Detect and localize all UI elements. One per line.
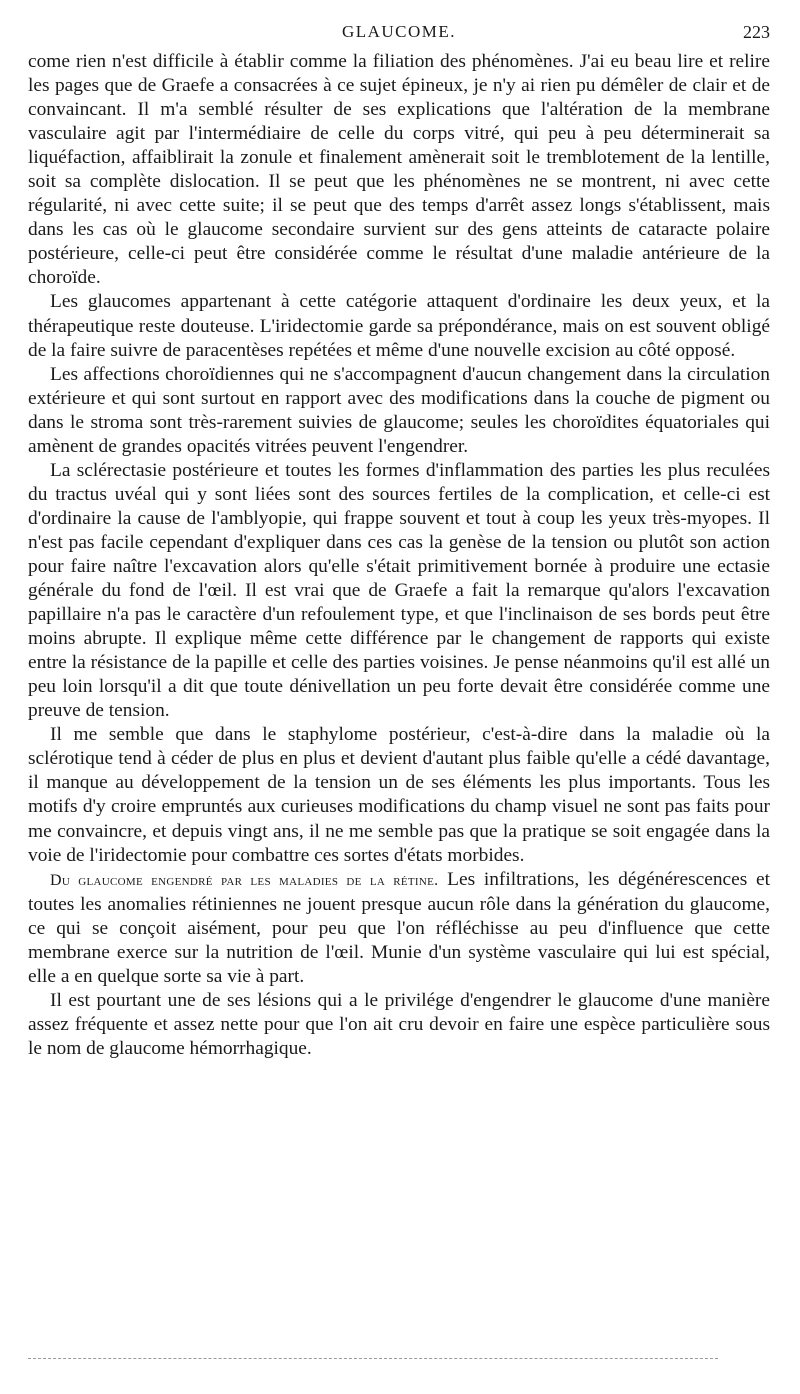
book-page bbox=[28, 22, 770, 1061]
paragraph: Les affections choroïdiennes qui ne s'accompagnent d'aucun changement dans la circulation extérieure et qui sont surtout en rapport avec des modifications dans la couche de pigment ou dans le stroma sont très-rarement suivies de glaucome; seules les choroïdites équatoriales qui amènent de grandes opacités vitrées peuvent l'engendrer. bbox=[28, 363, 770, 457]
running-title: GLAUCOME. bbox=[341, 22, 457, 41]
running-head bbox=[28, 22, 770, 50]
paragraph: Il est pourtant une de ses lésions qui a le privilége d'engendrer le glaucome d'une manière assez fréquente et assez nette pour que l'on ait cru devoir en faire une espèce particulière sous le nom de glaucome hémorrhagique. bbox=[28, 989, 770, 1059]
section-heading: Du glaucome engendré par les maladies de la rétine. bbox=[50, 871, 439, 889]
paragraph-continued: come rien n'est difficile à établir comme la filiation des phénomènes. J'ai eu beau lire et relire les pages que de Graefe a consacrées à ce sujet épineux, je n'y ai rien pu démêler de clair et de convaincant. Il m'a semblé résulter de ses explications que l'altération de la membrane vasculaire agit par l'intermédiaire de celle du corps vitré, qui peu à peu déterminerait sa liquéfaction, affaiblirait la zonule et finalement amènerait soit le tremblotement de la lentille, soit sa complète dislocation. Il se peut que les phénomènes ne se montrent, ni avec cette régularité, ni avec cette suite; il se peut que des temps d'arrêt assez longs s'établissent, mais dans les cas où le glaucome secondaire survient sur des gens atteints de cataracte polaire postérieure, celle-ci peut être considérée comme le résultat d'une maladie antérieure de la choroïde. bbox=[28, 51, 770, 289]
page-number: 223 bbox=[743, 22, 770, 42]
body-text bbox=[28, 50, 770, 1061]
footer-rule bbox=[28, 1358, 718, 1359]
paragraph: La sclérectasie postérieure et toutes les formes d'inflammation des parties les plus reculées du tractus uvéal qui y sont liées sont des sources fertiles de la complication, et celle-ci est d'ordinaire la cause de l'amblyopie, qui frappe souvent et tout à coup les yeux très-myopes. Il n'est pas facile cependant d'expliquer dans ces cas la genèse de la tension ou plutôt son action pour faire naître l'excavation alors qu'elle s'était primitivement bornée à produire une ectasie générale du fond de l'œil. Il est vrai que de Graefe a fait la remarque qu'alors l'excavation papillaire n'a pas le caractère d'un refoulement type, et que l'inclinaison de ses bords peut être moins abrupte. Il explique même cette différence par le changement de rapports qui existe entre la résistance de la papille et celle des parties voisines. Je pense néanmoins qu'il est allé un peu loin lorsqu'il a dit que toute dénivellation un peu forte devait être considérée comme une preuve de tension. bbox=[28, 459, 770, 722]
paragraph: Il me semble que dans le staphylome postérieur, c'est-à-dire dans la maladie où la sclérotique tend à céder de plus en plus et devient d'autant plus faible qu'elle a cédé davantage, il manque au développement de la tension un de ses éléments les plus importants. Tous les motifs d'y croire empruntés aux curieuses modifications du champ visuel ne sont pas faits pour me convaincre, et depuis vingt ans, il ne me semble pas que la pratique se soit engagée dans la voie de l'iridectomie pour combattre ces sortes d'états morbides. bbox=[28, 724, 770, 866]
paragraph-with-section-heading bbox=[28, 868, 770, 989]
paragraph-text: Les infiltrations, les dégénérescences et toutes les anomalies rétiniennes ne jouent presque aucun rôle dans la génération du glaucome, ce qui se conçoit aisément, pour peu que l'on réfléchisse au peu d'influence que cette membrane exerce sur la nutrition de l'œil. Munie d'un système vasculaire qui lui est spécial, elle a en quelque sorte sa vie à part. bbox=[28, 868, 770, 987]
paragraph: Les glaucomes appartenant à cette catégorie attaquent d'ordinaire les deux yeux, et la thérapeutique reste douteuse. L'iridectomie garde sa prépondérance, mais on est souvent obligé de la faire suivre de paracentèses repétées et même d'une nouvelle excision au côté opposé. bbox=[28, 291, 770, 361]
